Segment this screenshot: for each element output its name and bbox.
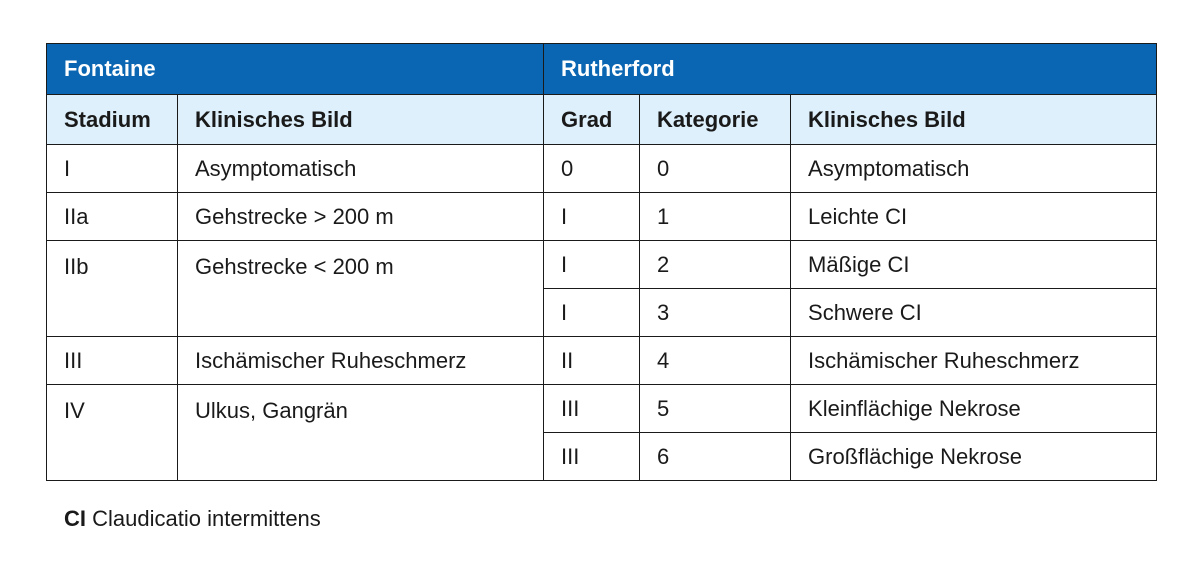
cell-grad: I bbox=[544, 193, 640, 241]
col-fontaine-bild: Klinisches Bild bbox=[178, 95, 544, 145]
cell-rutherford-bild: Ischämischer Ruheschmerz bbox=[791, 337, 1157, 385]
cell-fontaine-bild: Ischämischer Ruheschmerz bbox=[178, 337, 544, 385]
group-rutherford: Rutherford bbox=[544, 44, 1157, 95]
cell-kategorie: 6 bbox=[640, 433, 791, 481]
cell-rutherford-bild: Asymptomatisch bbox=[791, 145, 1157, 193]
cell-grad: I bbox=[544, 289, 640, 337]
classification-table bbox=[46, 43, 1157, 481]
cell-stadium: IV bbox=[47, 385, 178, 481]
group-header-row bbox=[47, 44, 1157, 95]
cell-grad: 0 bbox=[544, 145, 640, 193]
cell-fontaine-bild: Asymptomatisch bbox=[178, 145, 544, 193]
cell-kategorie: 3 bbox=[640, 289, 791, 337]
cell-kategorie: 2 bbox=[640, 241, 791, 289]
cell-fontaine-bild: Gehstrecke > 200 m bbox=[178, 193, 544, 241]
table-row bbox=[47, 337, 1157, 385]
table-row bbox=[47, 193, 1157, 241]
cell-rutherford-bild: Mäßige CI bbox=[791, 241, 1157, 289]
cell-stadium: IIa bbox=[47, 193, 178, 241]
cell-rutherford-bild: Leichte CI bbox=[791, 193, 1157, 241]
cell-grad: III bbox=[544, 433, 640, 481]
cell-fontaine-bild: Gehstrecke < 200 m bbox=[178, 241, 544, 337]
col-grad: Grad bbox=[544, 95, 640, 145]
col-stadium: Stadium bbox=[47, 95, 178, 145]
table-row bbox=[47, 385, 1157, 433]
cell-kategorie: 4 bbox=[640, 337, 791, 385]
footnote-abbr: CI bbox=[64, 506, 86, 531]
column-header-row bbox=[47, 95, 1157, 145]
cell-stadium: III bbox=[47, 337, 178, 385]
cell-fontaine-bild: Ulkus, Gangrän bbox=[178, 385, 544, 481]
cell-rutherford-bild: Großflächige Nekrose bbox=[791, 433, 1157, 481]
cell-kategorie: 0 bbox=[640, 145, 791, 193]
cell-rutherford-bild: Schwere CI bbox=[791, 289, 1157, 337]
footnote-text: Claudicatio intermittens bbox=[92, 506, 321, 531]
cell-kategorie: 1 bbox=[640, 193, 791, 241]
cell-grad: II bbox=[544, 337, 640, 385]
cell-grad: III bbox=[544, 385, 640, 433]
group-fontaine: Fontaine bbox=[47, 44, 544, 95]
col-rutherford-bild: Klinisches Bild bbox=[791, 95, 1157, 145]
footnote bbox=[64, 506, 321, 532]
cell-rutherford-bild: Kleinflächige Nekrose bbox=[791, 385, 1157, 433]
table-row bbox=[47, 145, 1157, 193]
cell-stadium: I bbox=[47, 145, 178, 193]
cell-grad: I bbox=[544, 241, 640, 289]
cell-stadium: IIb bbox=[47, 241, 178, 337]
col-kategorie: Kategorie bbox=[640, 95, 791, 145]
table-row bbox=[47, 241, 1157, 289]
cell-kategorie: 5 bbox=[640, 385, 791, 433]
